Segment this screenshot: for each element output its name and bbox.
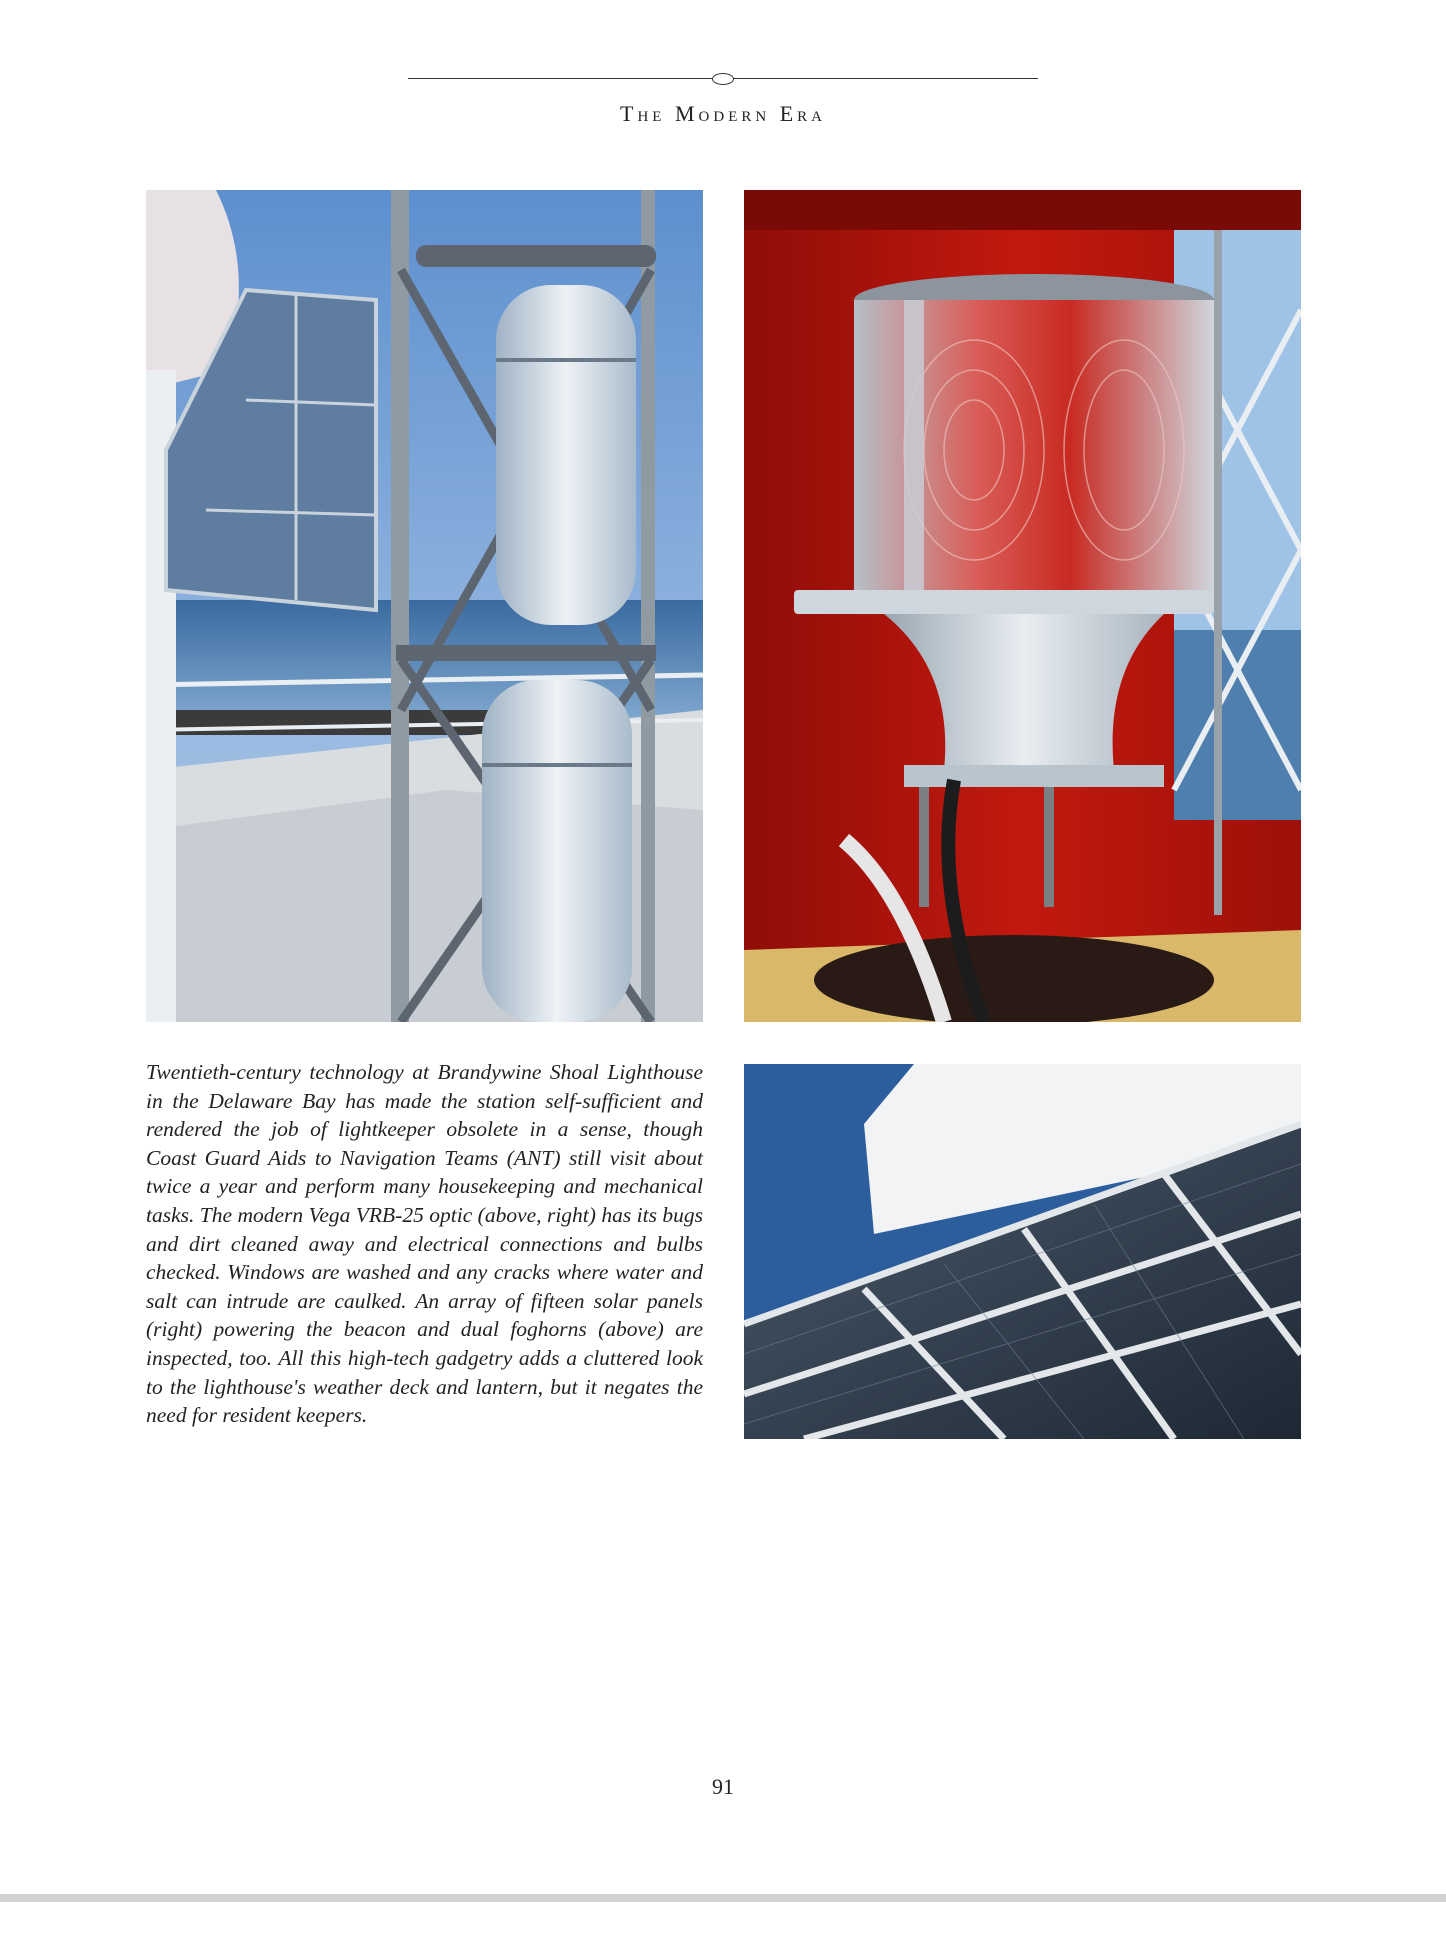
photo-solar-panels xyxy=(744,1064,1301,1439)
header-ornament xyxy=(712,73,734,85)
bottom-divider xyxy=(0,1894,1446,1902)
photo-vega-optic xyxy=(744,190,1301,1022)
photo-foghorns xyxy=(146,190,703,1022)
photo-foghorns-graphic xyxy=(146,190,703,1022)
photo-vega-optic-graphic xyxy=(744,190,1301,1022)
photo-solar-panels-graphic xyxy=(744,1064,1301,1439)
photo-caption: Twentieth-century technology at Brandywine Shoal Lighthouse in the Delaware Bay has made the station self-sufficient and rendered the job of lightkeeper obsolete in a sense, though Coast Guard Aids to Navigation Teams (ANT) still visit about twice a year and perform many housekeeping and mechanical tasks. The modern Vega VRB-25 optic (above, right) has its bugs and dirt cleaned away and electrical connections and bulbs checked. Windows are washed and any cracks where water and salt can intrude are caulked. An array of fifteen solar panels (right) powering the beacon and dual foghorns (above) are inspected, too. All this high-tech gadgetry adds a cluttered look to the lighthouse's weather deck and lantern, but it negates the need for resident keepers. xyxy=(146,1060,703,1428)
running-head: The Modern Era xyxy=(620,101,826,126)
page-number: 91 xyxy=(712,1774,734,1799)
